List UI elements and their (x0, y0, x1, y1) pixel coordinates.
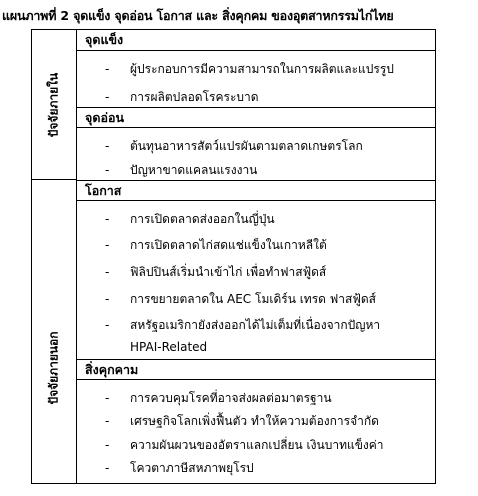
strength-text: การผลิตปลอดโรคระบาด (130, 90, 259, 104)
weaknesses-header: จุดอ่อน (77, 107, 435, 128)
bullet-dash: - (105, 318, 110, 332)
bullet-dash: - (105, 62, 110, 76)
bullet-dash: - (105, 238, 110, 252)
weakness-text: ต้นทุนอาหารสัตว์แปรผันตามตลาดเกษตรโลก (130, 139, 363, 153)
strengths-header: จุดแข็ง (77, 30, 435, 51)
factor-column (32, 30, 77, 483)
bullet-dash: - (105, 139, 110, 153)
opportunities-header: โอกาส (77, 180, 435, 201)
opportunity-text: ฟิลิปปินส์เริ่มนำเข้าไก่ เพื่อทำฟาสฟู้ดส์ (130, 265, 327, 279)
bullet-dash: - (105, 212, 110, 226)
internal-factor-label: ปัจจัยภายใน (46, 72, 61, 137)
bullet-dash: - (105, 461, 110, 475)
weakness-text: ปัญหาขาดแคลนแรงงาน (130, 163, 258, 177)
bullet-dash: - (105, 163, 110, 177)
bullet-dash: - (105, 265, 110, 279)
strength-text: ผู้ประกอบการมีความสามารถในการผลิตและแปรรูป (130, 62, 394, 76)
opportunity-text: การเปิดตลาดไก่สดแช่แข็งในเกาหลีใต้ (130, 238, 327, 252)
bullet-dash: - (105, 90, 110, 104)
threat-text: การควบคุมโรคที่อาจส่งผลต่อมาตรฐาน (130, 391, 332, 405)
threat-text: ความผันผวนของอัตราแลกเปลี่ยน เงินบาทแข็งค่า (130, 438, 384, 452)
internal-factor-cell (32, 30, 76, 179)
bullet-dash: - (105, 438, 110, 452)
swot-table (31, 29, 436, 484)
opportunity-text: การขยายตลาดใน AEC โมเดิร์น เทรด ฟาสฟู้ดส์ (130, 292, 376, 306)
external-factor-cell (32, 180, 76, 484)
opportunity-text: การเปิดตลาดส่งออกในญี่ปุ่น (130, 212, 275, 226)
threat-text: เศรษฐกิจโลกเพิ่งฟื้นตัว ทำให้ความต้องการจำกัด (130, 414, 379, 428)
diagram-title: แผนภาพที่ 2 จุดแข็ง จุดอ่อน โอกาส และ สิ่งคุกคม ของอุตสาหกรรมไก่ไทย (2, 8, 394, 23)
bullet-dash: - (105, 292, 110, 306)
bullet-dash: - (105, 414, 110, 428)
opportunity-text: HPAI-Related (130, 340, 208, 354)
opportunity-text: สหรัฐอเมริกายังส่งออกได้ไม่เต็มที่เนื่องจากปัญหา (130, 318, 381, 332)
swot-content (77, 30, 435, 483)
threat-text: โควตาภาษีสหภาพยุโรป (130, 461, 254, 475)
threats-header: สิ่งคุกคาม (77, 359, 435, 380)
bullet-dash: - (105, 391, 110, 405)
external-factor-label: ปัจจัยภายนอก (46, 331, 61, 406)
